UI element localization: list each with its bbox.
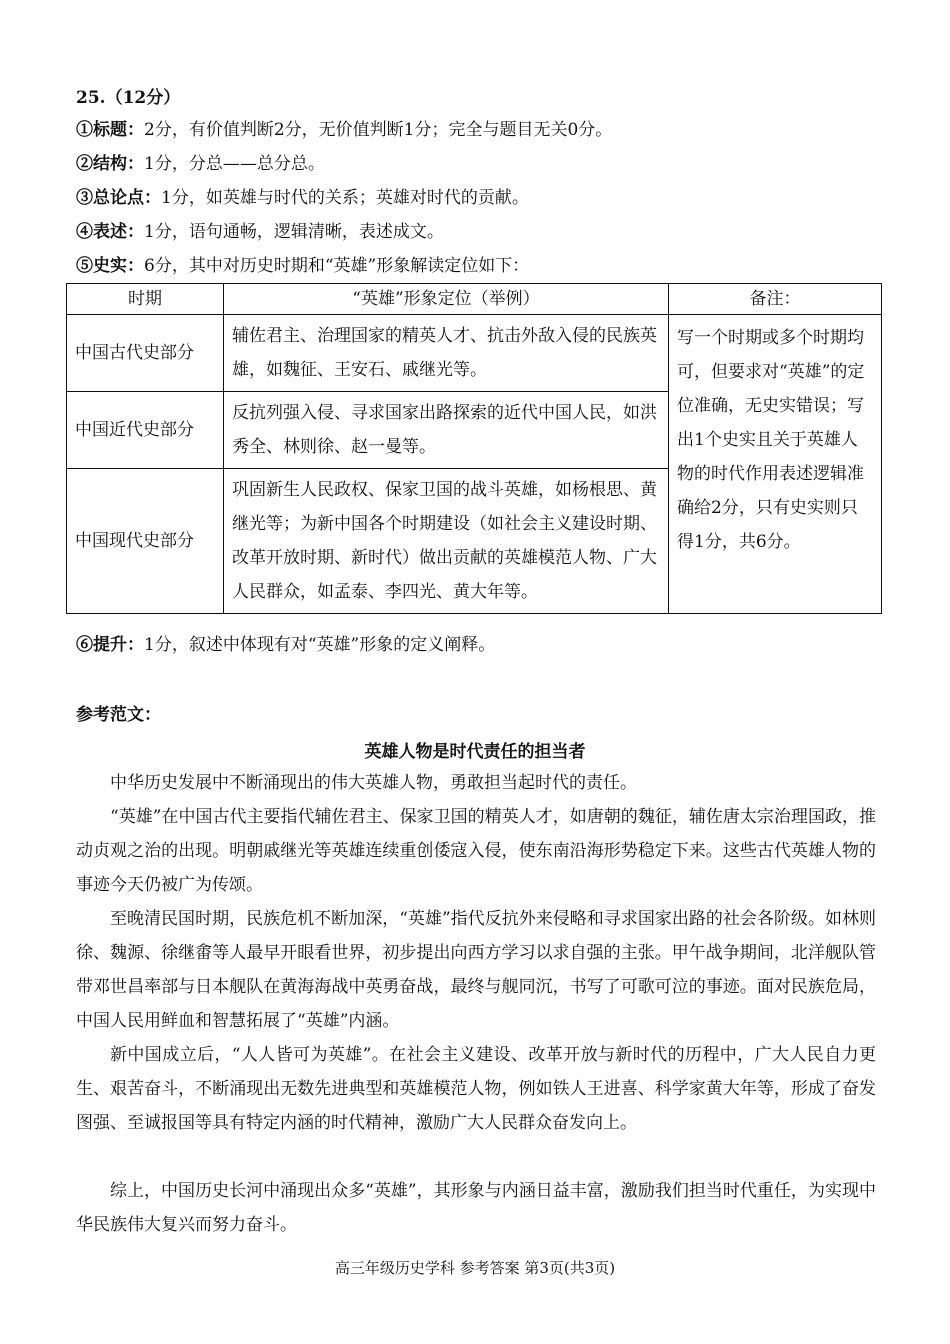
criterion-expression [76,221,886,243]
period-cell: 中国现代史部分 [67,469,224,614]
criterion-text: 1分，如英雄与时代的关系；英雄对时代的贡献。 [161,188,529,208]
criterion-label: ③总论点： [76,188,161,208]
criterion-structure [76,153,886,175]
criterion-label: ⑥提升： [76,635,144,655]
criterion-label: ⑤史实： [76,256,144,276]
essay-title: 英雄人物是时代责任的担当者 [364,742,586,762]
header-hero-image: “英雄”形象定位（举例） [224,284,669,315]
table-row [67,315,882,392]
criterion-title [76,119,886,141]
criterion-label: ④表述： [76,222,144,242]
criterion-improvement [76,634,886,656]
criterion-label: ②结构： [76,154,144,174]
essay-paragraph: 中华历史发展中不断涌现出的伟大英雄人物，勇敢担当起时代的责任。 [110,773,637,793]
page-footer: 高三年级历史学科 参考答案 第3页(共3页) [334,1259,616,1277]
criterion-facts [76,255,886,277]
criterion-thesis [76,187,886,209]
essay-paragraph: 至晚清民国时期，民族危机不断加深，“英雄”指代反抗外来侵略和寻求国家出路的社会各阶级。如林则徐、魏源、徐继畬等人最早开眼看世界，初步提出向西方学习以求自强的主张。甲午战争期间，北洋舰队管带邓世昌率部与日本舰队在黄海海战中英勇奋战，最终与舰同沉，书写了可歌可泣的事迹。面对民族危局，中国人民用鲜血和智慧拓展了“英雄”内涵。 [76,909,876,1031]
remark-cell: 写一个时期或多个时期均可，但要求对“英雄”的定位准确，无史实错误；写出1个史实且关于英雄人物的时代作用表述逻辑准确给2分，只有史实则只得1分，共6分。 [669,315,882,614]
question-title: 25.（12分） [76,88,181,108]
criterion-text: 6分，其中对历史时期和“英雄”形象解读定位如下： [144,256,530,276]
criterion-label: ①标题： [76,120,144,140]
hero-positioning-table [66,283,882,614]
header-remark: 备注： [669,284,882,315]
criterion-text: 2分，有价值判断2分，无价值判断1分；完全与题目无关0分。 [144,120,613,140]
hero-cell: 反抗列强入侵、寻求国家出路探索的近代中国人民，如洪秀全、林则徐、赵一曼等。 [224,392,669,469]
criterion-text: 1分，叙述中体现有对“英雄”形象的定义阐释。 [144,635,496,655]
header-period: 时期 [67,284,224,315]
hero-cell: 辅佐君主、治理国家的精英人才、抗击外敌入侵的民族英雄，如魏征、王安石、戚继光等。 [224,315,669,392]
essay-paragraph: 综上，中国历史长河中涌现出众多“英雄”，其形象与内涵日益丰富，激励我们担当时代重任，为实现中华民族伟大复兴而努力奋斗。 [76,1181,876,1235]
sample-heading: 参考范文： [76,705,161,725]
period-cell: 中国古代史部分 [67,315,224,392]
criterion-text: 1分，分总——总分总。 [144,154,325,174]
period-cell: 中国近代史部分 [67,392,224,469]
criterion-text: 1分，语句通畅，逻辑清晰，表述成文。 [144,222,444,242]
table-header-row [67,284,882,315]
hero-cell: 巩固新生人民政权、保家卫国的战斗英雄，如杨根思、黄继光等；为新中国各个时期建设（如社会主义建设时期、改革开放时期、新时代）做出贡献的英雄模范人物、广大人民群众，如孟泰、李四光、黄大年等。 [224,469,669,614]
essay-paragraph: 新中国成立后，“人人皆可为英雄”。在社会主义建设、改革开放与新时代的历程中，广大人民自力更生、艰苦奋斗，不断涌现出无数先进典型和英雄模范人物，例如铁人王进喜、科学家黄大年等，形成了奋发图强、至诚报国等具有特定内涵的时代精神，激励广大人民群众奋发向上。 [76,1045,876,1133]
essay-paragraph: “英雄”在中国古代主要指代辅佐君主、保家卫国的精英人才，如唐朝的魏征，辅佐唐太宗治理国政，推动贞观之治的出现。明朝戚继光等英雄连续重创倭寇入侵，使东南沿海形势稳定下来。这些古代英雄人物的事迹今天仍被广为传颂。 [76,807,876,895]
